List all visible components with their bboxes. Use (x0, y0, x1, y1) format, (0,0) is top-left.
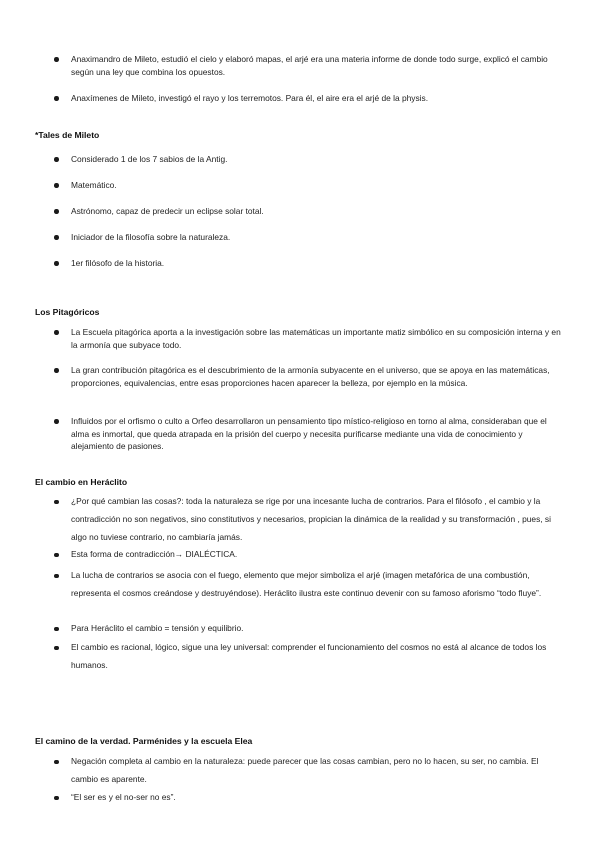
list-item-text: ¿Por qué cambian las cosas?: toda la naturaleza se rige por una incesante lucha de contrarios. Para el filósofo , el cambio y la contradicción no son negativos, sino constitutivos y necesarios, propician la dinámica de la realidad y su transformación , pues, si algo no tuviese contrario, no cambiaría jamás. (71, 496, 551, 542)
section-heading-parmenides: El camino de la verdad. Parménides y la escuela Elea (35, 736, 253, 746)
list-item-text: Esta forma de contradicción→ DIALÉCTICA. (71, 549, 238, 559)
list-item-text: Para Heráclito el cambio = tensión y equilibrio. (71, 623, 244, 633)
list-item (71, 364, 567, 389)
list-item (71, 639, 567, 675)
list-item (71, 53, 567, 78)
bullet-icon (54, 553, 59, 558)
bullet-icon (54, 627, 59, 632)
bullet-icon (54, 157, 59, 162)
bullet-icon (54, 183, 59, 188)
section-heading-heraclito: El cambio en Heráclito (35, 477, 128, 487)
list-item-text: “El ser es y el no-ser no es”. (71, 792, 176, 802)
bullet-icon (54, 209, 59, 214)
list-item (71, 257, 567, 270)
list-item-text: La lucha de contrarios se asocia con el fuego, elemento que mejor simboliza el arjé (imagen metafórica de una combustión, representa el cosmos creándose y destruyéndose). Heráclito ilustra este continuo devenir con su famoso aforismo “todo fluye”. (71, 570, 542, 598)
list-item-text: Matemático. (71, 180, 117, 190)
list-item (71, 493, 567, 546)
list-item-text: Considerado 1 de los 7 sabios de la Antig. (71, 154, 228, 164)
bullet-icon (54, 419, 59, 424)
list-item-text: 1er filósofo de la historia. (71, 258, 165, 268)
bullet-icon (54, 330, 59, 335)
list-item (71, 567, 567, 603)
list-item-text: Iniciador de la filosofía sobre la naturaleza. (71, 232, 231, 242)
list-item (71, 205, 567, 218)
list-item (71, 326, 567, 351)
bullet-icon (54, 760, 59, 765)
section-heading-tales: *Tales de Mileto (35, 130, 100, 140)
bullet-icon (54, 261, 59, 266)
bullet-icon (54, 646, 59, 651)
bullet-icon (54, 574, 59, 579)
list-item-text: El cambio es racional, lógico, sigue una ley universal: comprender el funcionamiento del cosmos no está al alcance de todos los humanos. (71, 642, 547, 670)
list-item-text: Anaximandro de Mileto, estudió el cielo y elaboró mapas, el arjé era una materia informe de donde todo surge, explicó el cambio según una ley que combina los opuestos. (71, 54, 548, 77)
list-item-text: La gran contribución pitagórica es el descubrimiento de la armonía subyacente en el universo, que se apoya en las matemáticas, proporciones, equivalencias, entre esas proporciones hacen aparecer la belleza, por ejemplo en la música. (71, 365, 550, 388)
bullet-icon (54, 500, 59, 505)
list-item (71, 231, 567, 244)
list-item (71, 789, 567, 807)
list-item (71, 620, 567, 638)
bullet-icon (54, 96, 59, 101)
list-item (71, 153, 567, 166)
list-item-text: Negación completa al cambio en la naturaleza: puede parecer que las cosas cambian, pero no lo hacen, su ser, no cambia. El cambio es aparente. (71, 756, 539, 784)
bullet-icon (54, 796, 59, 801)
list-item (71, 92, 567, 105)
section-heading-pitagoricos: Los Pitagóricos (35, 307, 100, 317)
list-item-text: Astrónomo, capaz de predecir un eclipse solar total. (71, 206, 264, 216)
bullet-icon (54, 368, 59, 373)
list-item (71, 415, 567, 453)
bullet-icon (54, 235, 59, 240)
list-item-text: Anaxímenes de Mileto, investigó el rayo y los terremotos. Para él, el aire era el arjé de la physis. (71, 93, 429, 103)
bullet-icon (54, 57, 59, 62)
list-item-text: La Escuela pitagórica aporta a la investigación sobre las matemáticas un importante matiz simbólico en su composición interna y en la armonía que subyace todo. (71, 327, 561, 350)
list-item (71, 179, 567, 192)
list-item (71, 753, 567, 789)
list-item (71, 546, 567, 564)
list-item-text: Influidos por el orfismo o culto a Orfeo desarrollaron un pensamiento tipo místico-religioso en torno al alma, consideraban que el alma es inmortal, que queda atrapada en la prisión del cuerpo y necesita purificarse mediante una vida de conocimiento y alejamiento de pasiones. (71, 416, 547, 452)
